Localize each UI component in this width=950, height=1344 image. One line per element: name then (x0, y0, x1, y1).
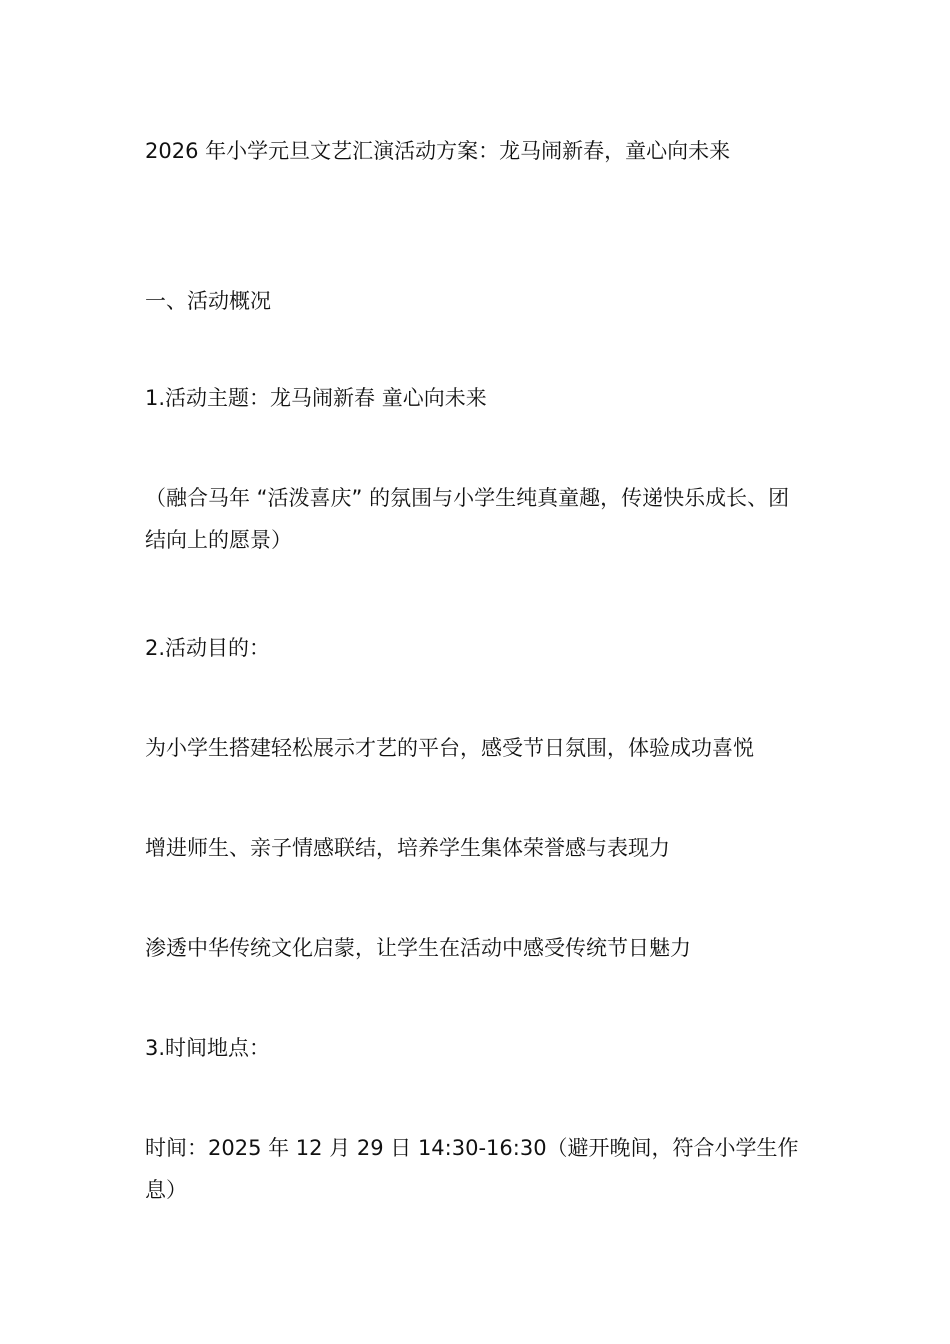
item-activity-purpose: 2.活动目的： (145, 636, 271, 660)
item-time-place: 3.时间地点： (145, 1036, 271, 1060)
purpose-goal: 渗透中华传统文化启蒙，让学生在活动中感受传统节日魅力 (145, 936, 691, 960)
purpose-goal: 增进师生、亲子情感联结，培养学生集体荣誉感与表现力 (145, 836, 670, 860)
section-heading-overview: 一、活动概况 (145, 289, 271, 313)
purpose-goal: 为小学生搭建轻松展示才艺的平台，感受节日氛围，体验成功喜悦 (145, 736, 754, 760)
time-detail: 时间：2025 年 12 月 29 日 14:30-16:30（避开晚间，符合小学生作息） (145, 1136, 799, 1202)
item-activity-theme: 1.活动主题：龙马闹新春 童心向未来 (145, 386, 487, 410)
document-title: 2026 年小学元旦文艺汇演活动方案：龙马闹新春，童心向未来 (145, 139, 731, 163)
item-theme-note: （融合马年 “活泼喜庆” 的氛围与小学生纯真童趣，传递快乐成长、团结向上的愿景） (145, 486, 790, 552)
